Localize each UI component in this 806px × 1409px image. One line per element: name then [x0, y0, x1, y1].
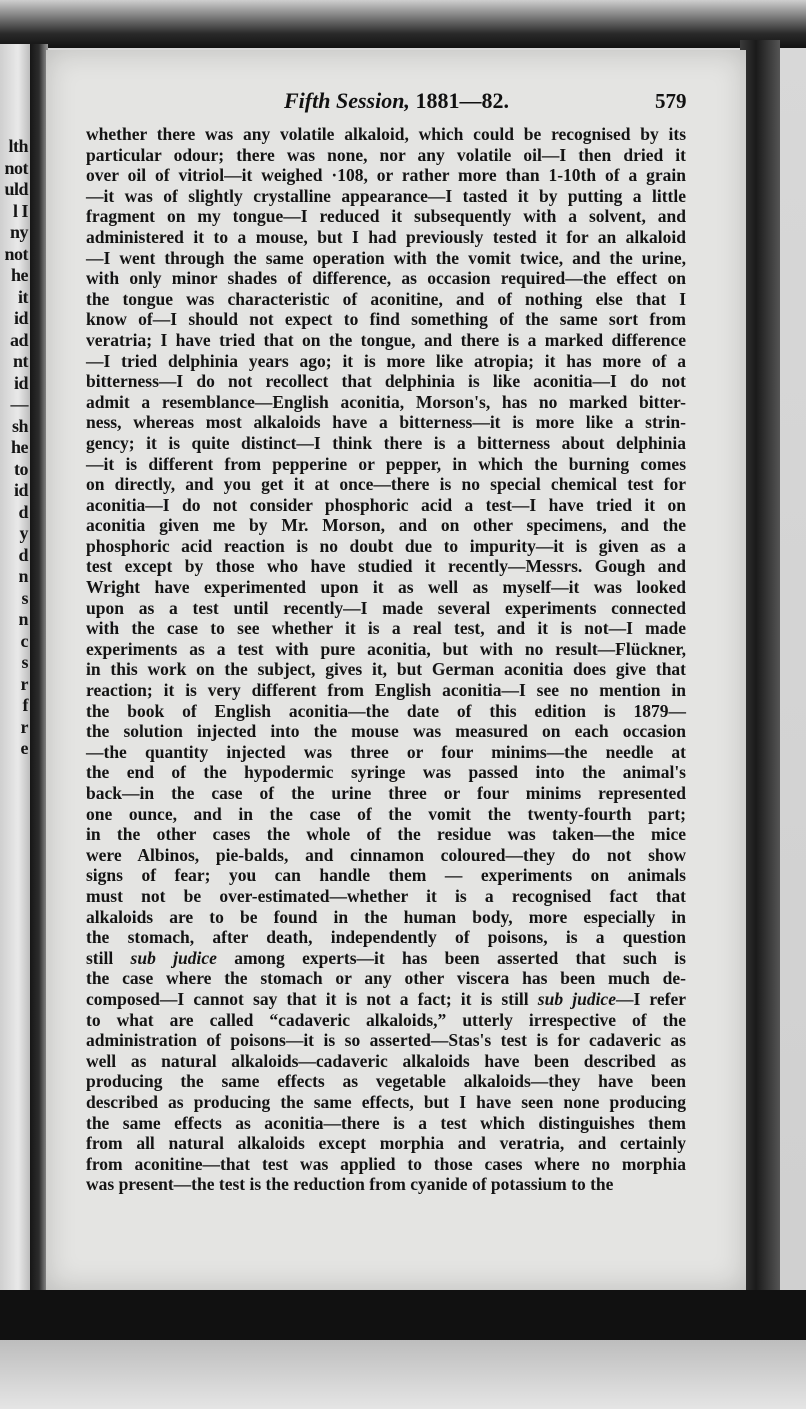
text-line: bitterness—I do not recollect that delphinia is like aconitia—I do not: [86, 371, 686, 392]
facing-page-fragment: nt: [12, 351, 28, 371]
text-line: administered it to a mouse, but I had previously tested it for an alkaloid: [86, 226, 686, 247]
text-line: from aconitine—that test was applied to those cases where no morphia: [86, 1153, 686, 1174]
text-line: fragment on my tongue—I reduced it subsequently with a solvent, and: [86, 206, 686, 227]
text-line: —I went through the same operation with the vomit twice, and the urine,: [86, 247, 686, 268]
text-line: the stomach, after death, independently of poisons, is a question: [86, 927, 686, 948]
facing-page-fragment: it: [18, 286, 28, 307]
text-line: in the other cases the whole of the residue was taken—the mice: [86, 824, 686, 845]
facing-page-fragment: sh: [11, 415, 28, 436]
text-line: back—in the case of the urine three or four minims represented: [86, 783, 686, 803]
text-line: to what are called “cadaveric alkaloids,” utterly irrespective of the: [86, 1009, 686, 1030]
facing-page-fragment: d: [18, 501, 28, 522]
text-line: admit a resemblance—English aconitia, Morson's, has no marked bitter-: [86, 391, 686, 412]
text-line: described as producing the same effects, but I have seen none producing: [86, 1091, 686, 1112]
page-header: [46, 86, 746, 120]
text-line: the tongue was characteristic of aconitine, and of nothing else that I: [86, 288, 686, 309]
facing-page-fragment: not: [4, 243, 28, 264]
body-text: [86, 124, 686, 1195]
text-line: upon as a test until recently—I made several experiments connected: [86, 597, 686, 618]
facing-page-fragment: n: [18, 609, 28, 629]
text-line: well as natural alkaloids—cadaveric alkaloids have been described as: [86, 1050, 686, 1071]
text-line: Wright have experimented upon it as well as myself—it was looked: [86, 577, 686, 598]
running-title-years: 1881—82.: [409, 88, 509, 113]
text-line: administration of poisons—it is so asserted—Stas's test is for cadaveric as: [86, 1030, 686, 1051]
text-line: —it was of slightly crystalline appearance—I tasted it by putting a little: [86, 185, 686, 206]
text-line: was present—the test is the reduction from cyanide of potassium to the: [86, 1174, 614, 1195]
text-line: ness, whereas most alkaloids have a bitterness—it is more like a strin-: [86, 412, 686, 433]
text-line: producing the same effects as vegetable alkaloids—they have been: [86, 1071, 686, 1092]
text-line: the solution injected into the mouse was measured on each occasion: [86, 721, 686, 742]
page-number: 579: [655, 89, 687, 113]
facing-page-fragment: not: [4, 157, 28, 178]
facing-page-fragment: f: [22, 695, 28, 715]
facing-page-fragment: ny: [9, 222, 28, 242]
text-line: alkaloids are to be found in the human body, more especially in: [86, 906, 686, 927]
facing-page-fragment: n: [18, 566, 28, 586]
text-line: whether there was any volatile alkaloid, which could be recognised by its: [86, 124, 686, 144]
text-line: reaction; it is very different from English aconitia—I see no mention in: [86, 680, 686, 701]
facing-page-fragment: he: [11, 265, 28, 285]
text-line: phosphoric acid reaction is no doubt due to impurity—it is given as a: [86, 535, 686, 556]
facing-page-fragment: s: [21, 652, 28, 672]
facing-page-fragment: r: [20, 673, 28, 694]
facing-page-fragment: d: [18, 544, 28, 565]
facing-page-fragment: s: [21, 587, 28, 608]
facing-page-fragment: id: [13, 308, 28, 328]
text-line: veratria; I have tried that on the tongue, and there is a marked difference: [86, 329, 686, 350]
facing-page-fragment: id: [13, 480, 28, 500]
text-line: with the case to see whether it is a real test, and it is not—I made: [86, 618, 686, 639]
text-line: the case where the stomach or any other viscera has been much de-: [86, 968, 686, 989]
text-line: over oil of vitriol—it weighed ·108, or rather more than 1-10th of a grain: [86, 165, 686, 186]
text-line: know of—I should not expect to find something of the same sort from: [86, 309, 686, 330]
facing-page-fragment: r: [20, 716, 28, 737]
facing-page-fragment: uld: [4, 179, 28, 199]
text-line: one ounce, and in the case of the vomit the twenty-fourth part;: [86, 803, 686, 824]
text-line: gency; it is quite distinct—I think there is a bitterness about delphinia: [86, 432, 686, 453]
text-line: in this work on the subject, gives it, but German aconitia does give that: [86, 659, 686, 680]
text-line: the book of English aconitia—the date of this edition is 1879—: [86, 700, 686, 721]
text-line: signs of fear; you can handle them — experiments on animals: [86, 865, 686, 886]
text-line: —the quantity injected was three or four minims—the needle at: [86, 741, 686, 762]
facing-page-fragment: y: [19, 523, 28, 543]
facing-page-fragment: —: [10, 394, 28, 414]
facing-page-fragment: l I: [12, 200, 28, 221]
text-line: with only minor shades of difference, as occasion required—the effect on: [86, 268, 686, 289]
text-line: particular odour; there was none, nor any volatile oil—I then dried it: [86, 144, 686, 165]
facing-page-fragment: c: [20, 630, 28, 651]
text-line: test except by those who have studied it recently—Messrs. Gough and: [86, 556, 686, 577]
facing-page-fragment: id: [13, 372, 28, 393]
text-line: composed—I cannot say that it is not a fact; it is still sub judice—I refer: [86, 988, 686, 1009]
text-line: on directly, and you get it at once—there is no special chemical test for: [86, 474, 686, 495]
text-line: were Albinos, pie-balds, and cinnamon coloured—they do not show: [86, 844, 686, 865]
text-line: —it is different from pepperine or pepper, in which the burning comes: [86, 453, 686, 474]
facing-page-fragment: ad: [9, 329, 28, 350]
text-line: must not be over-estimated—whether it is a recognised fact that: [86, 885, 686, 906]
facing-page-fragment: e: [20, 738, 28, 758]
facing-page-fragment: to: [14, 458, 28, 479]
text-line: experiments as a test with pure aconitia, but with no result—Flückner,: [86, 638, 686, 659]
text-line: still sub judice among experts—it has been asserted that such is: [86, 947, 686, 968]
running-title-session: Fifth Session,: [284, 88, 410, 113]
facing-page-fragment: lth: [8, 136, 28, 156]
text-line: —I tried delphinia years ago; it is more like atropia; it has more of a: [86, 350, 686, 371]
scan-top-edge: [0, 0, 806, 48]
running-title: [284, 88, 509, 114]
text-line: the end of the hypodermic syringe was passed into the animal's: [86, 762, 686, 783]
facing-page-strip: [0, 44, 30, 1290]
text-line: aconitia—I do not consider phosphoric acid a test—I have tried it on: [86, 494, 686, 515]
book-fore-edge: [740, 40, 780, 1310]
facing-page-fragment: he: [11, 437, 28, 457]
text-line: the same effects as aconitia—there is a test which distinguishes them: [86, 1112, 686, 1133]
scan-bottom-margin: [0, 1340, 806, 1409]
text-line: aconitia given me by Mr. Morson, and on other specimens, and the: [86, 515, 686, 536]
text-line: from all natural alkaloids except morphia and veratria, and certainly: [86, 1133, 686, 1154]
